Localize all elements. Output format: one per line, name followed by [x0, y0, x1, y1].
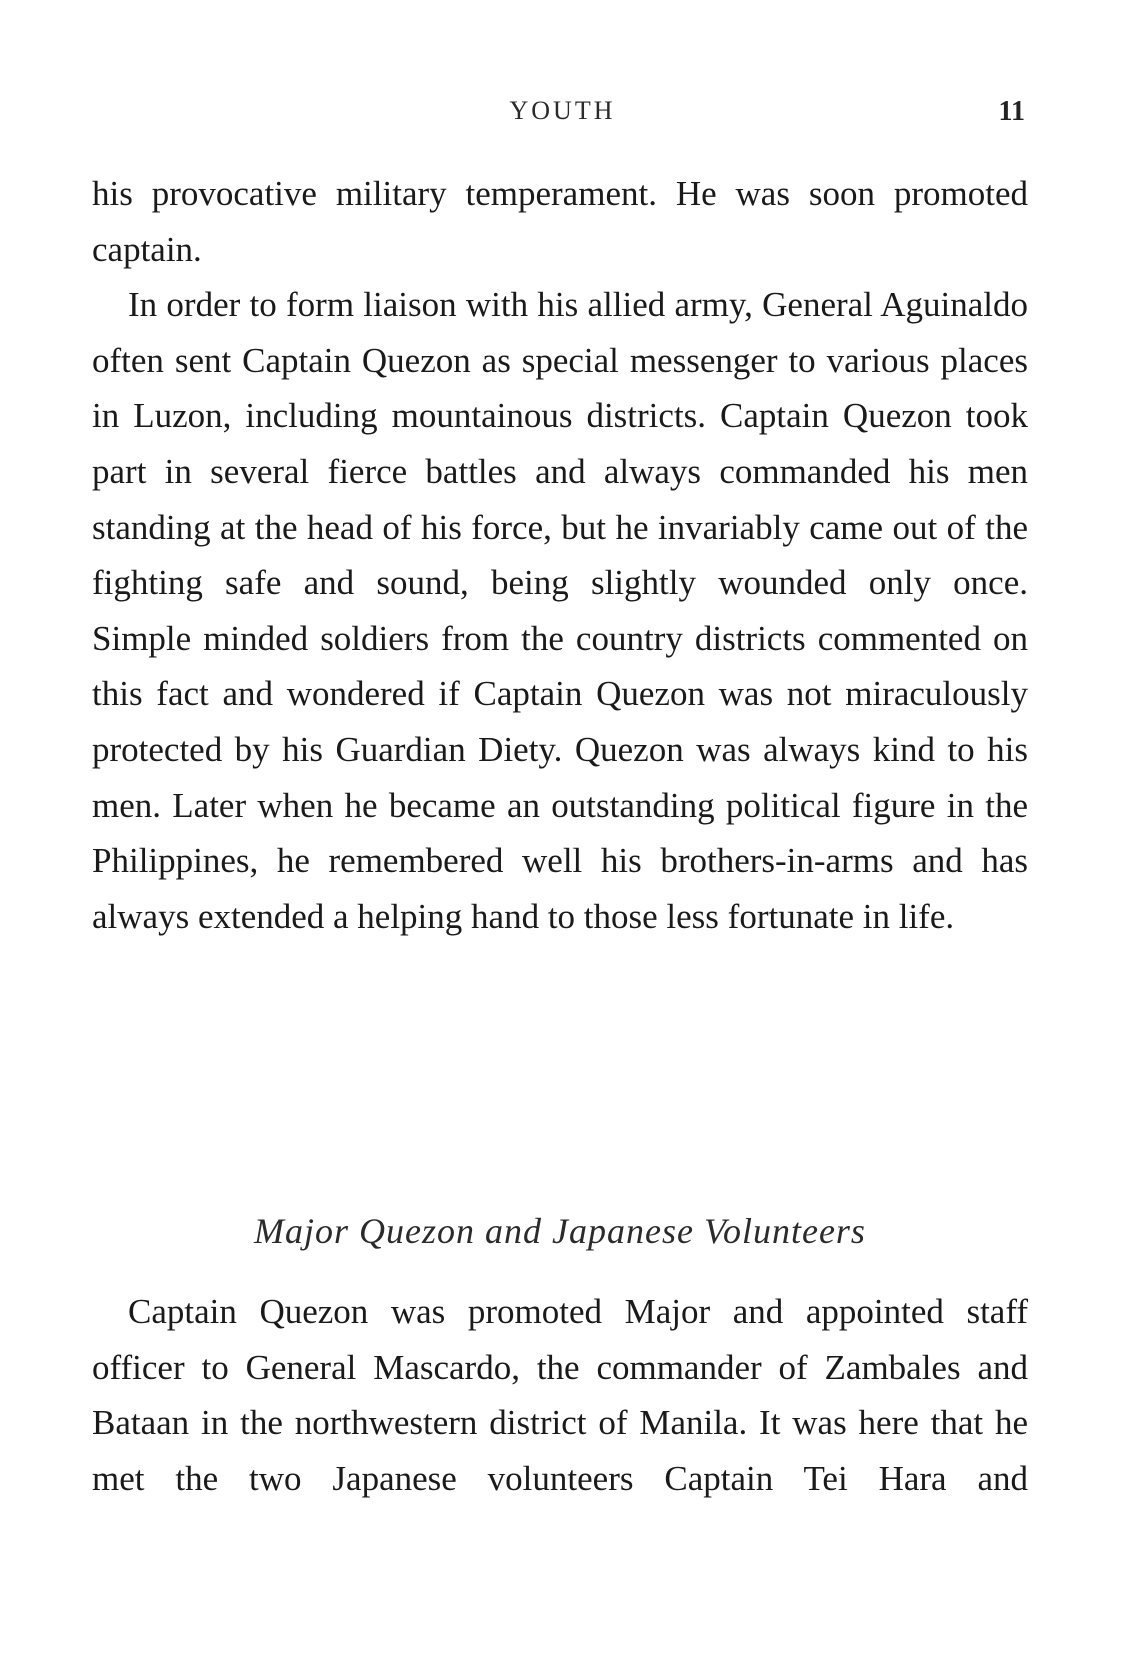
body-text-lower	[92, 1284, 1028, 1506]
paragraph-liaison: In order to form liaison with his allied army, General Aguinaldo often sent Captain Quezon as special messenger to various places in Luzon, including mountainous districts. Captain Quezon took part in several fierce battles and always commanded his men standing at the head of his force, but he invariably came out of the fighting safe and sound, being slightly wounded only once. Simple minded soldiers from the country districts commented on this fact and wondered if Captain Quezon was not miraculously protected by his Guardian Diety. Quezon was always kind to his men. Later when he became an outstanding political figure in the Philippines, he remembered well his brothers-in-arms and has always extended a helping hand to those less fortunate in life.	[92, 285, 1028, 936]
body-text-upper	[92, 166, 1028, 944]
page-number: 11	[998, 96, 1025, 127]
paragraph-continued: his provocative military temperament. He was soon promoted captain.	[92, 174, 1028, 269]
running-title: YOUTH	[509, 96, 616, 125]
running-head	[0, 96, 1125, 136]
paragraph-major-quezon: Captain Quezon was promoted Major and appointed staff officer to General Mascardo, the commander of Zambales and Bataan in the northwestern district of Manila. It was here that he met the two Japanese volunteers Captain Tei Hara and	[92, 1292, 1028, 1498]
section-heading: Major Quezon and Japanese Volunteers	[254, 1211, 866, 1251]
